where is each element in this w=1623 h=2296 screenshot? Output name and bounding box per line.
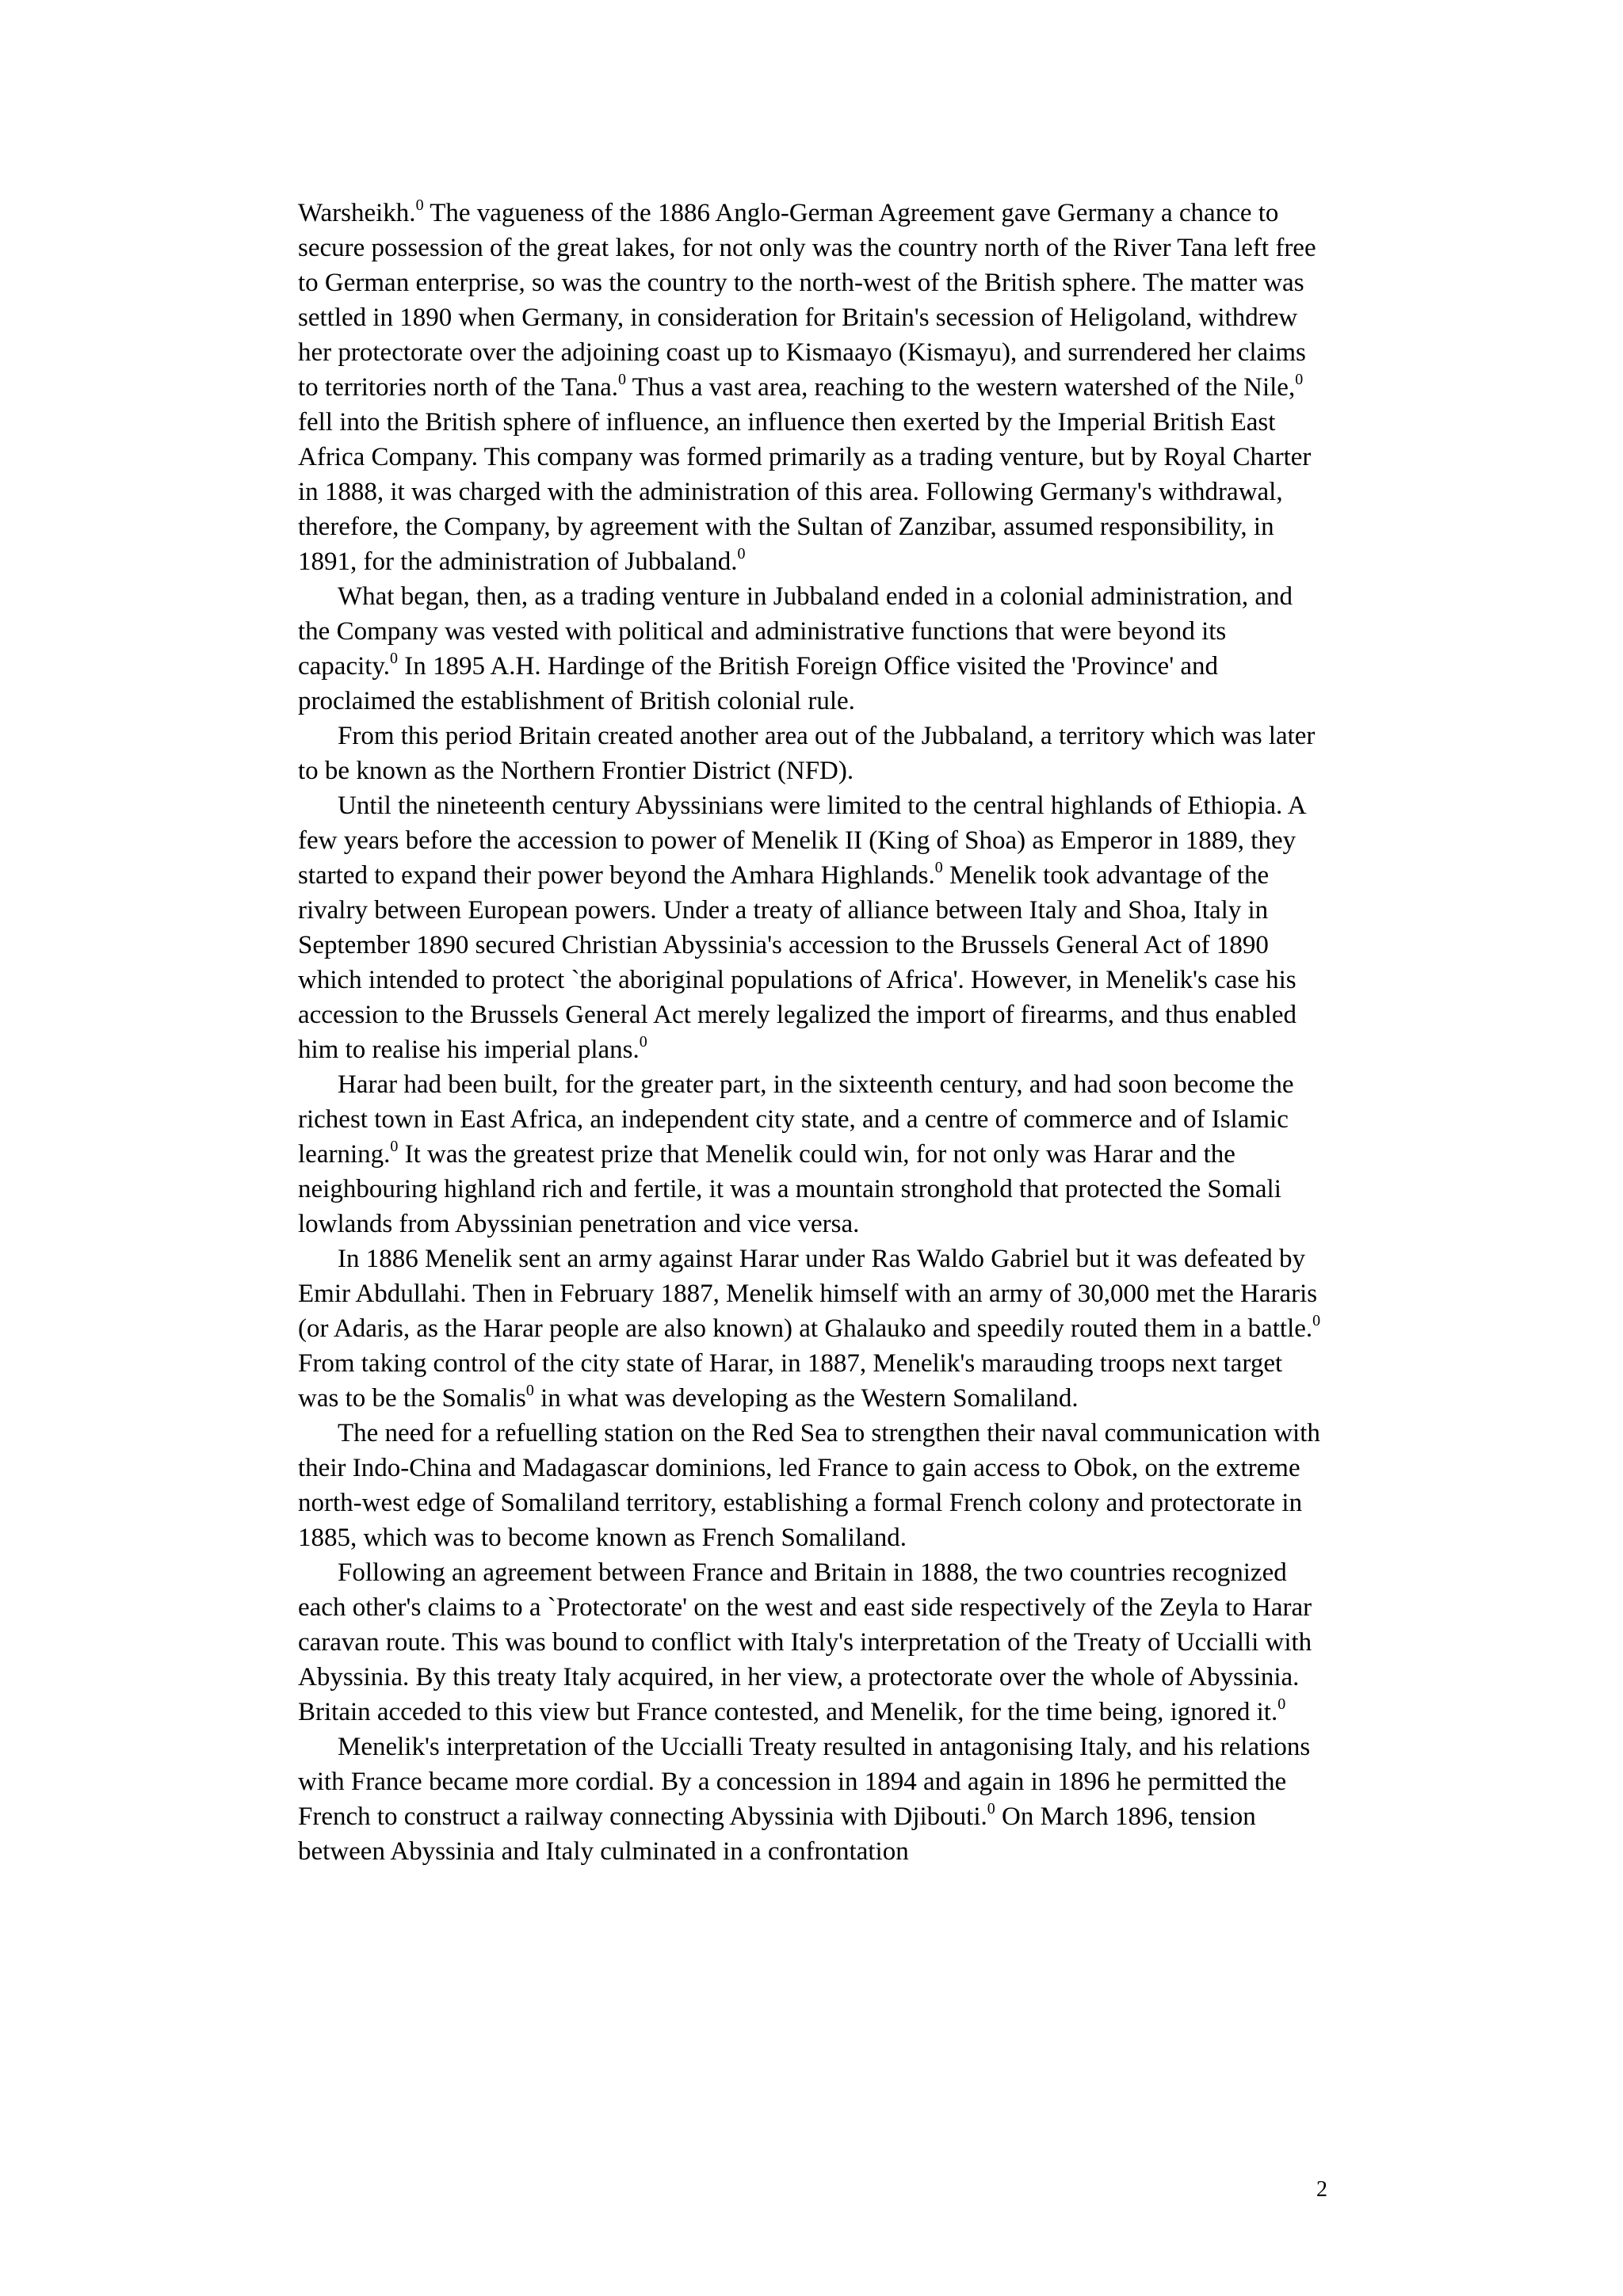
footnote-marker: 0 [1312, 1312, 1321, 1329]
paragraph-text: Until the nineteenth century Abyssinians were limited to the central highlands of Ethiopia. A few years before the accession to power of Menelik II (King of Shoa) as Emperor in 1889, they started to expand their power beyond the Amhara Highlands. [298, 791, 1305, 890]
footnote-marker: 0 [415, 196, 424, 214]
footnote-marker: 0 [390, 1138, 399, 1155]
footnote-marker: 0 [737, 545, 746, 563]
footnote-marker: 0 [617, 371, 626, 388]
paragraph-text: In 1895 A.H. Hardinge of the British Foreign Office visited the 'Province' and proclaimed the establishment of British colonial rule. [298, 652, 1219, 715]
paragraph-text: fell into the British sphere of influence, an influence then exerted by the Imperial British East Africa Company. This company was formed primarily as a trading venture, but by Royal Charter in 1888, it was charged with the administration of this area. Following Germany's withdrawal, therefore, the Company, by agreement with the Sultan of Zanzibar, assumed responsibility, in 1891, for the administration of Jubbaland. [298, 408, 1312, 576]
footnote-marker: 0 [1295, 371, 1304, 388]
paragraph-text: Menelik's interpretation of the Uccialli Treaty resulted in antagonising Italy, and his relations with France became more cordial. By a concession in 1894 and again in 1896 he permitted the French to construct a railway connecting Abyssinia with Djibouti. [298, 1733, 1311, 1831]
footnote-marker: 0 [390, 650, 399, 667]
paragraph-text: The vagueness of the 1886 Anglo-German Agreement gave Germany a chance to secure possession of the great lakes, for not only was the country north of the River Tana left free to German enterprise, so was the country to the north-west of the British sphere. The matter was settled in 1890 when Germany, in consideration for Britain's secession of Heligoland, withdrew her protectorate over the adjoining coast up to Kismaayo (Kismayu), and surrendered her claims to territories north of the Tana. [298, 199, 1316, 402]
paragraph [298, 1067, 1328, 1241]
paragraph [298, 1241, 1328, 1416]
footnote-marker: 0 [934, 859, 943, 876]
paragraph [298, 579, 1328, 719]
paragraph-text: What began, then, as a trading venture in Jubbaland ended in a colonial administration, and the Company was vested with political and administrative functions that were beyond its capacity. [298, 582, 1293, 681]
paragraph-text: From this period Britain created another area out of the Jubbaland, a territory which was later to be known as the Northern Frontier District (NFD). [298, 722, 1316, 785]
paragraph-text: Menelik took advantage of the rivalry between European powers. Under a treaty of alliance between Italy and Shoa, Italy in September 1890 secured Christian Abyssinia's accession to the Brussels General Act of 1890 which intended to protect `the aboriginal populations of Africa'. However, in Menelik's case his accession to the Brussels General Act merely legalized the import of firearms, and thus enabled him to realise his imperial plans. [298, 861, 1296, 1064]
paragraph-text: Following an agreement between France and Britain in 1888, the two countries recognized each other's claims to a `Protectorate' on the west and east side respectively of the Zeyla to Harar caravan route. This was bound to conflict with Italy's interpretation of the Treaty of Uccialli with Abyssinia. By this treaty Italy acquired, in her view, a protectorate over the whole of Abyssinia. Britain acceded to this view but France contested, and Menelik, for the time being, ignored it. [298, 1558, 1312, 1726]
paragraph-text: It was the greatest prize that Menelik could win, for not only was Harar and the neighbouring highland rich and fertile, it was a mountain stronghold that protected the Somali lowlands from Abyssinian penetration and vice versa. [298, 1140, 1281, 1238]
body-text [298, 196, 1328, 1869]
paragraph-text: Warsheikh. [298, 199, 416, 227]
footnote-marker: 0 [639, 1033, 647, 1051]
paragraph-text: The need for a refuelling station on the Red Sea to strengthen their naval communication with their Indo-China and Madagascar dominions, led France to gain access to Obok, on the extreme north-west edge of Somaliland territory, establishing a formal French colony and protectorate in 1885, which was to become known as French Somaliland. [298, 1419, 1320, 1552]
paragraph-text: From taking control of the city state of Harar, in 1887, Menelik's marauding troops next target was to be the Somalis [298, 1349, 1283, 1413]
paragraph-text: in what was developing as the Western Somaliland. [533, 1384, 1079, 1413]
paragraph-text: Thus a vast area, reaching to the western watershed of the Nile, [625, 373, 1296, 402]
paragraph [298, 196, 1328, 579]
footnote-marker: 0 [987, 1800, 995, 1817]
paragraph [298, 1730, 1328, 1869]
footnote-marker: 0 [1277, 1695, 1286, 1713]
paragraph [298, 719, 1328, 788]
paragraph-text: Harar had been built, for the greater part, in the sixteenth century, and had soon become the richest town in East Africa, an independent city state, and a centre of commerce and of Islamic learning. [298, 1070, 1294, 1169]
page-number: 2 [1316, 2177, 1327, 2202]
paragraph-text: In 1886 Menelik sent an army against Harar under Ras Waldo Gabriel but it was defeated by Emir Abdullahi. Then in February 1887, Menelik himself with an army of 30,000 met the Hararis (or Adaris, as the Harar people are also known) at Ghalauko and speedily routed them in a battle. [298, 1245, 1318, 1343]
paragraph [298, 788, 1328, 1067]
footnote-marker: 0 [525, 1382, 534, 1399]
paragraph-text: On March 1896, tension between Abyssinia and Italy culminated in a confrontation [298, 1802, 1256, 1866]
paragraph [298, 1416, 1328, 1555]
paragraph [298, 1555, 1328, 1730]
